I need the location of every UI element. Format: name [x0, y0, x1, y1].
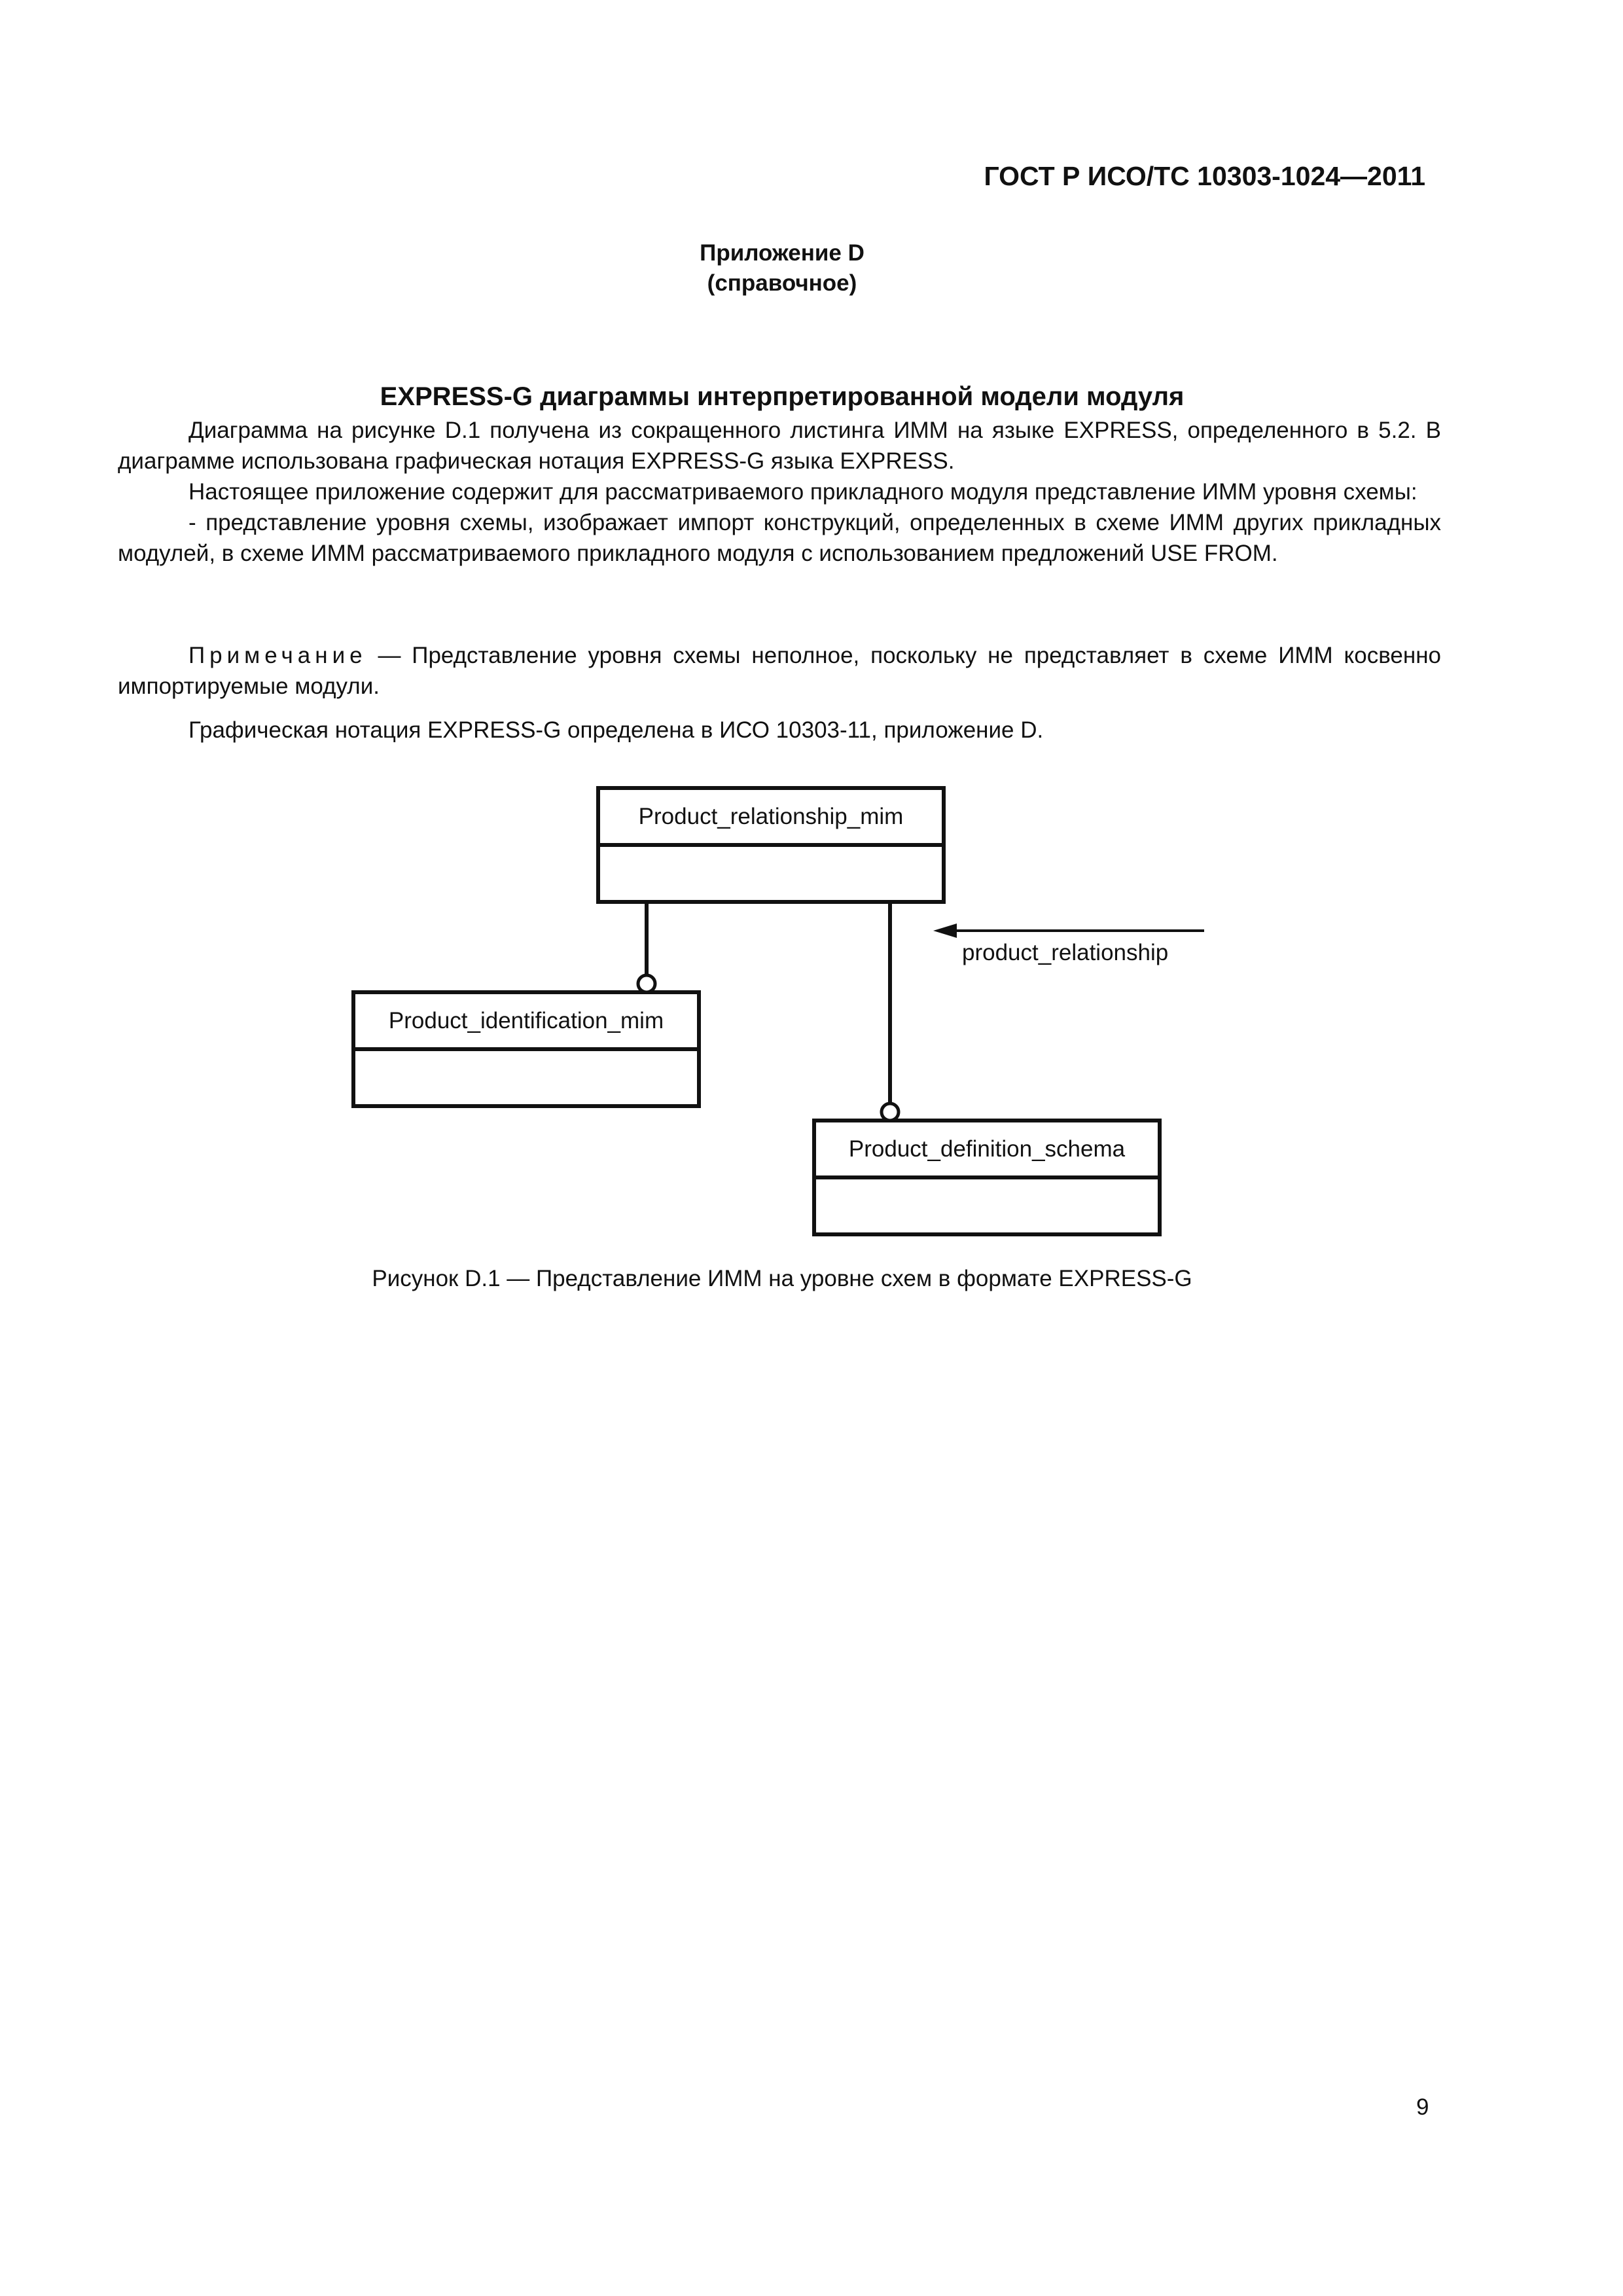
paragraph-2: Настоящее приложение содержит для рассматриваемого прикладного модуля представление ИММ уровня схемы: [188, 479, 1418, 505]
schema-label-relationship: Product_relationship_mim [638, 804, 904, 829]
note-label: Примечание [188, 643, 367, 668]
paragraph-1: Диаграмма на рисунке D.1 получена из сокращенного листинга ИММ на языке EXPRESS, определенного в 5.2. В диаграмме использована графическая нотация EXPRESS-G языка EXPRESS. [118, 418, 1441, 474]
paragraph-4: Графическая нотация EXPRESS-G определена в ИСО 10303-11, приложение D. [188, 717, 1044, 743]
note-text: — Представление уровня схемы неполное, поскольку не представляет в схеме ИММ косвенно импортируемые модули. [118, 643, 1441, 699]
document-header: ГОСТ Р ИСО/ТС 10303-1024—2011 [984, 161, 1425, 191]
paragraph-3: - представление уровня схемы, изображает импорт конструкций, определенных в схеме ИММ других прикладных модулей, в схеме ИММ рассматриваемого прикладного модуля с использованием предложений USE FROM. [118, 510, 1441, 566]
annex-status: (справочное) [707, 270, 857, 296]
page-number: 9 [1416, 2094, 1429, 2120]
annex-title: Приложение D [700, 240, 865, 266]
relation-label: product_relationship [962, 940, 1169, 965]
schema-label-definition: Product_definition_schema [848, 1136, 1126, 1162]
figure-caption: Рисунок D.1 — Представление ИММ на уровне схем в формате EXPRESS-G [372, 1266, 1192, 1291]
arrow-head-icon [933, 924, 957, 938]
reference-circle-icon [638, 975, 655, 992]
reference-circle-icon [882, 1103, 899, 1121]
section-title: EXPRESS-G диаграммы интерпретированной модели модуля [380, 382, 1185, 411]
schema-label-identification: Product_identification_mim [388, 1008, 664, 1033]
